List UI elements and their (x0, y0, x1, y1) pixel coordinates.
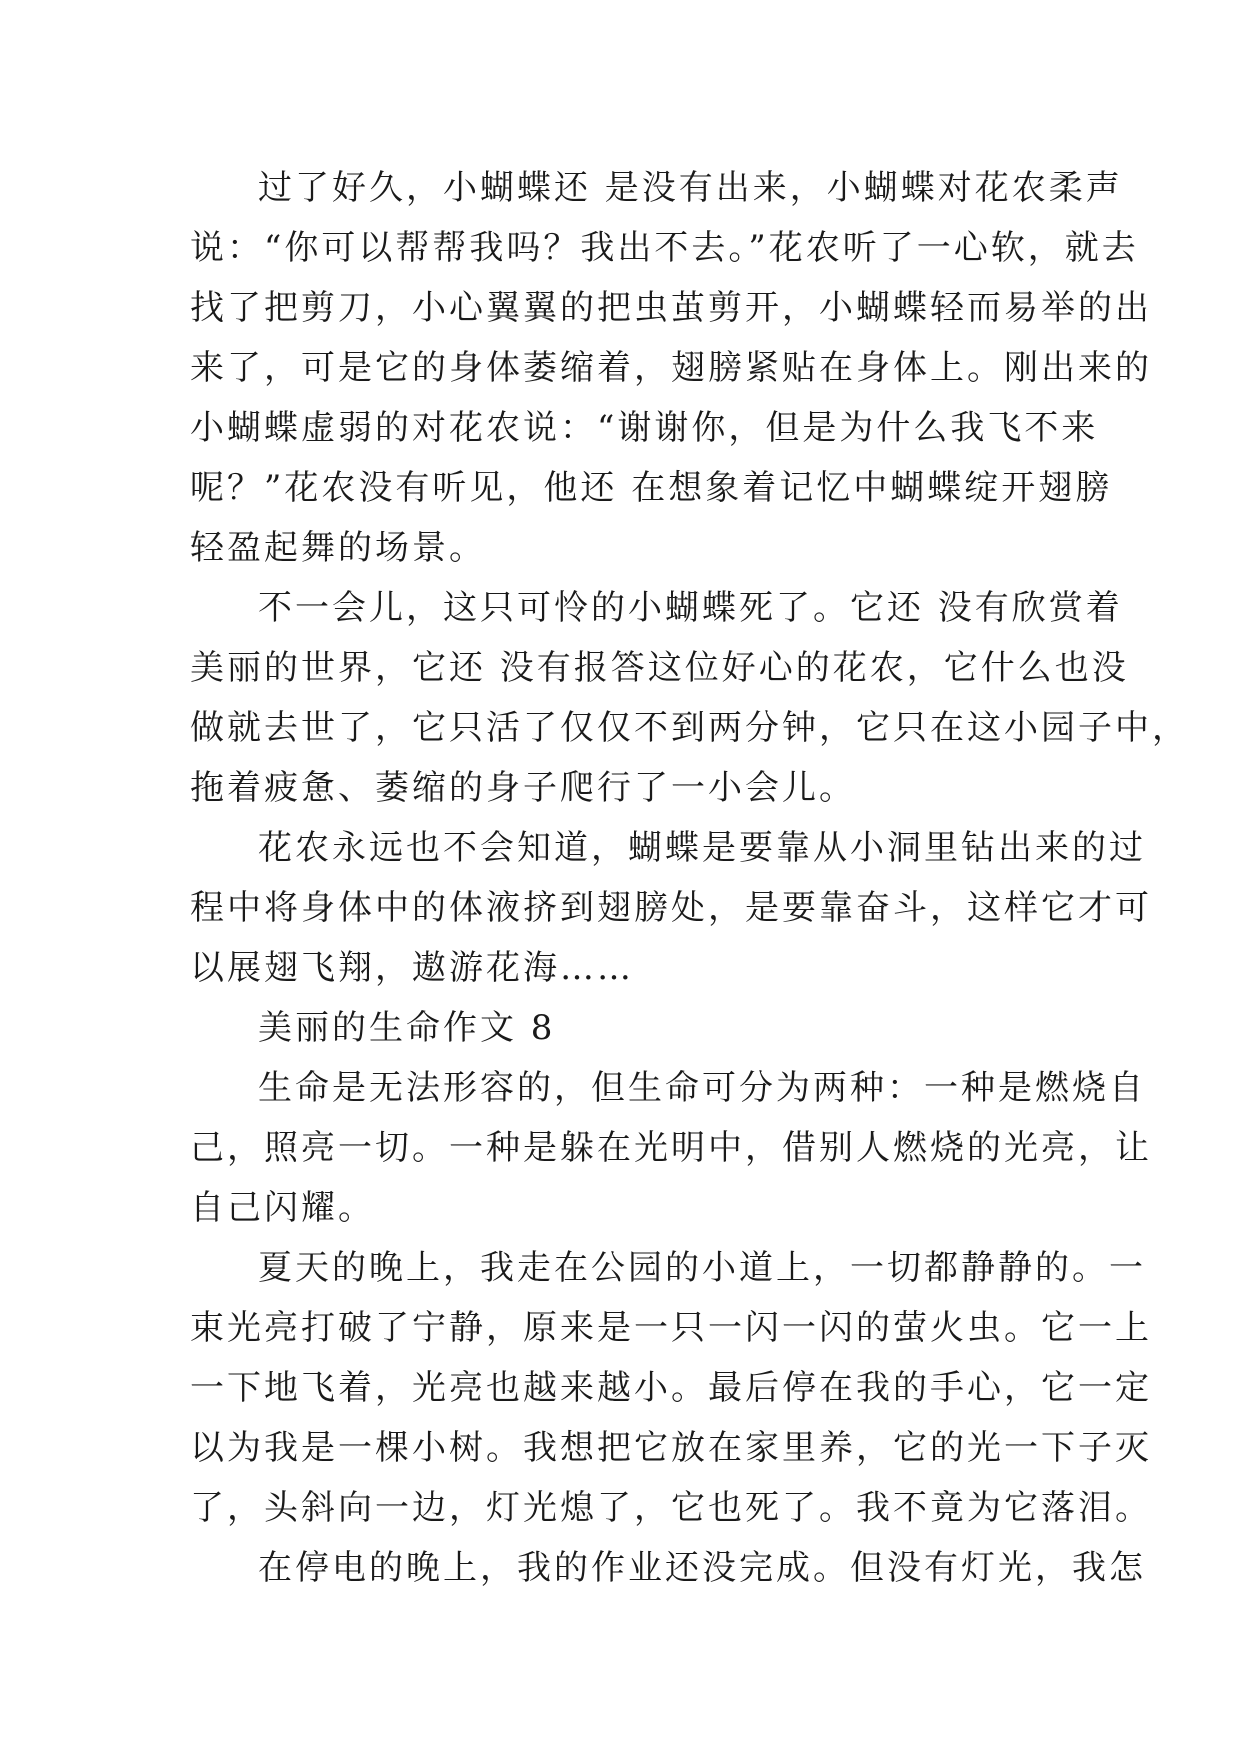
text-line: 来了，可是它的身体萎缩着，翅膀紧贴在身体上。刚出来的 (190, 348, 1152, 388)
text-line: 做就去世了，它只活了仅仅不到两分钟，它只在这小园子中， (190, 708, 1189, 748)
text-line: 己，照亮一切。一种是躲在光明中，借别人燃烧的光亮，让 (190, 1128, 1152, 1168)
text-line: 束光亮打破了宁静，原来是一只一闪一闪的萤火虫。它一上 (190, 1308, 1152, 1348)
text-line: 美丽的生命作文 8 (258, 1008, 556, 1048)
text-line: 美丽的世界，它还 没有报答这位好心的花农，它什么也没 (190, 648, 1129, 688)
text-line: 轻盈起舞的场景。 (190, 528, 486, 568)
text-line: 不一会儿，这只可怜的小蝴蝶死了。它还 没有欣赏着 (258, 588, 1123, 628)
text-line: 程中将身体中的体液挤到翅膀处，是要靠奋斗，这样它才可 (190, 888, 1152, 928)
text-line: 了，头斜向一边，灯光熄了，它也死了。我不竟为它落泪。 (190, 1488, 1152, 1528)
text-line: 呢？”花农没有听见，他还 在想象着记忆中蝴蝶绽开翅膀 (190, 468, 1113, 508)
text-line: 以展翅飞翔，遨游花海…… (190, 948, 634, 988)
text-line: 过了好久，小蝴蝶还 是没有出来，小蝴蝶对花农柔声 (258, 168, 1123, 208)
text-line: 生命是无法形容的，但生命可分为两种：一种是燃烧自 (258, 1068, 1146, 1108)
text-line: 以为我是一棵小树。我想把它放在家里养，它的光一下子灭 (190, 1428, 1152, 1468)
text-line: 一下地飞着，光亮也越来越小。最后停在我的手心，它一定 (190, 1368, 1152, 1408)
text-line: 自己闪耀。 (190, 1188, 375, 1228)
text-line: 小蝴蝶虚弱的对花农说：“谢谢你，但是为什么我飞不来 (190, 408, 1099, 448)
text-line: 花农永远也不会知道，蝴蝶是要靠从小洞里钻出来的过 (258, 828, 1146, 868)
text-line: 夏天的晚上，我走在公园的小道上，一切都静静的。一 (258, 1248, 1146, 1288)
text-line: 说：“你可以帮帮我吗？我出不去。”花农听了一心软，就去 (190, 228, 1139, 268)
document-body (190, 158, 1189, 1598)
text-line: 拖着疲惫、萎缩的身子爬行了一小会儿。 (190, 768, 856, 808)
text-line: 在停电的晚上，我的作业还没完成。但没有灯光，我怎 (258, 1548, 1146, 1588)
text-line: 找了把剪刀，小心翼翼的把虫茧剪开，小蝴蝶轻而易举的出 (190, 288, 1152, 328)
